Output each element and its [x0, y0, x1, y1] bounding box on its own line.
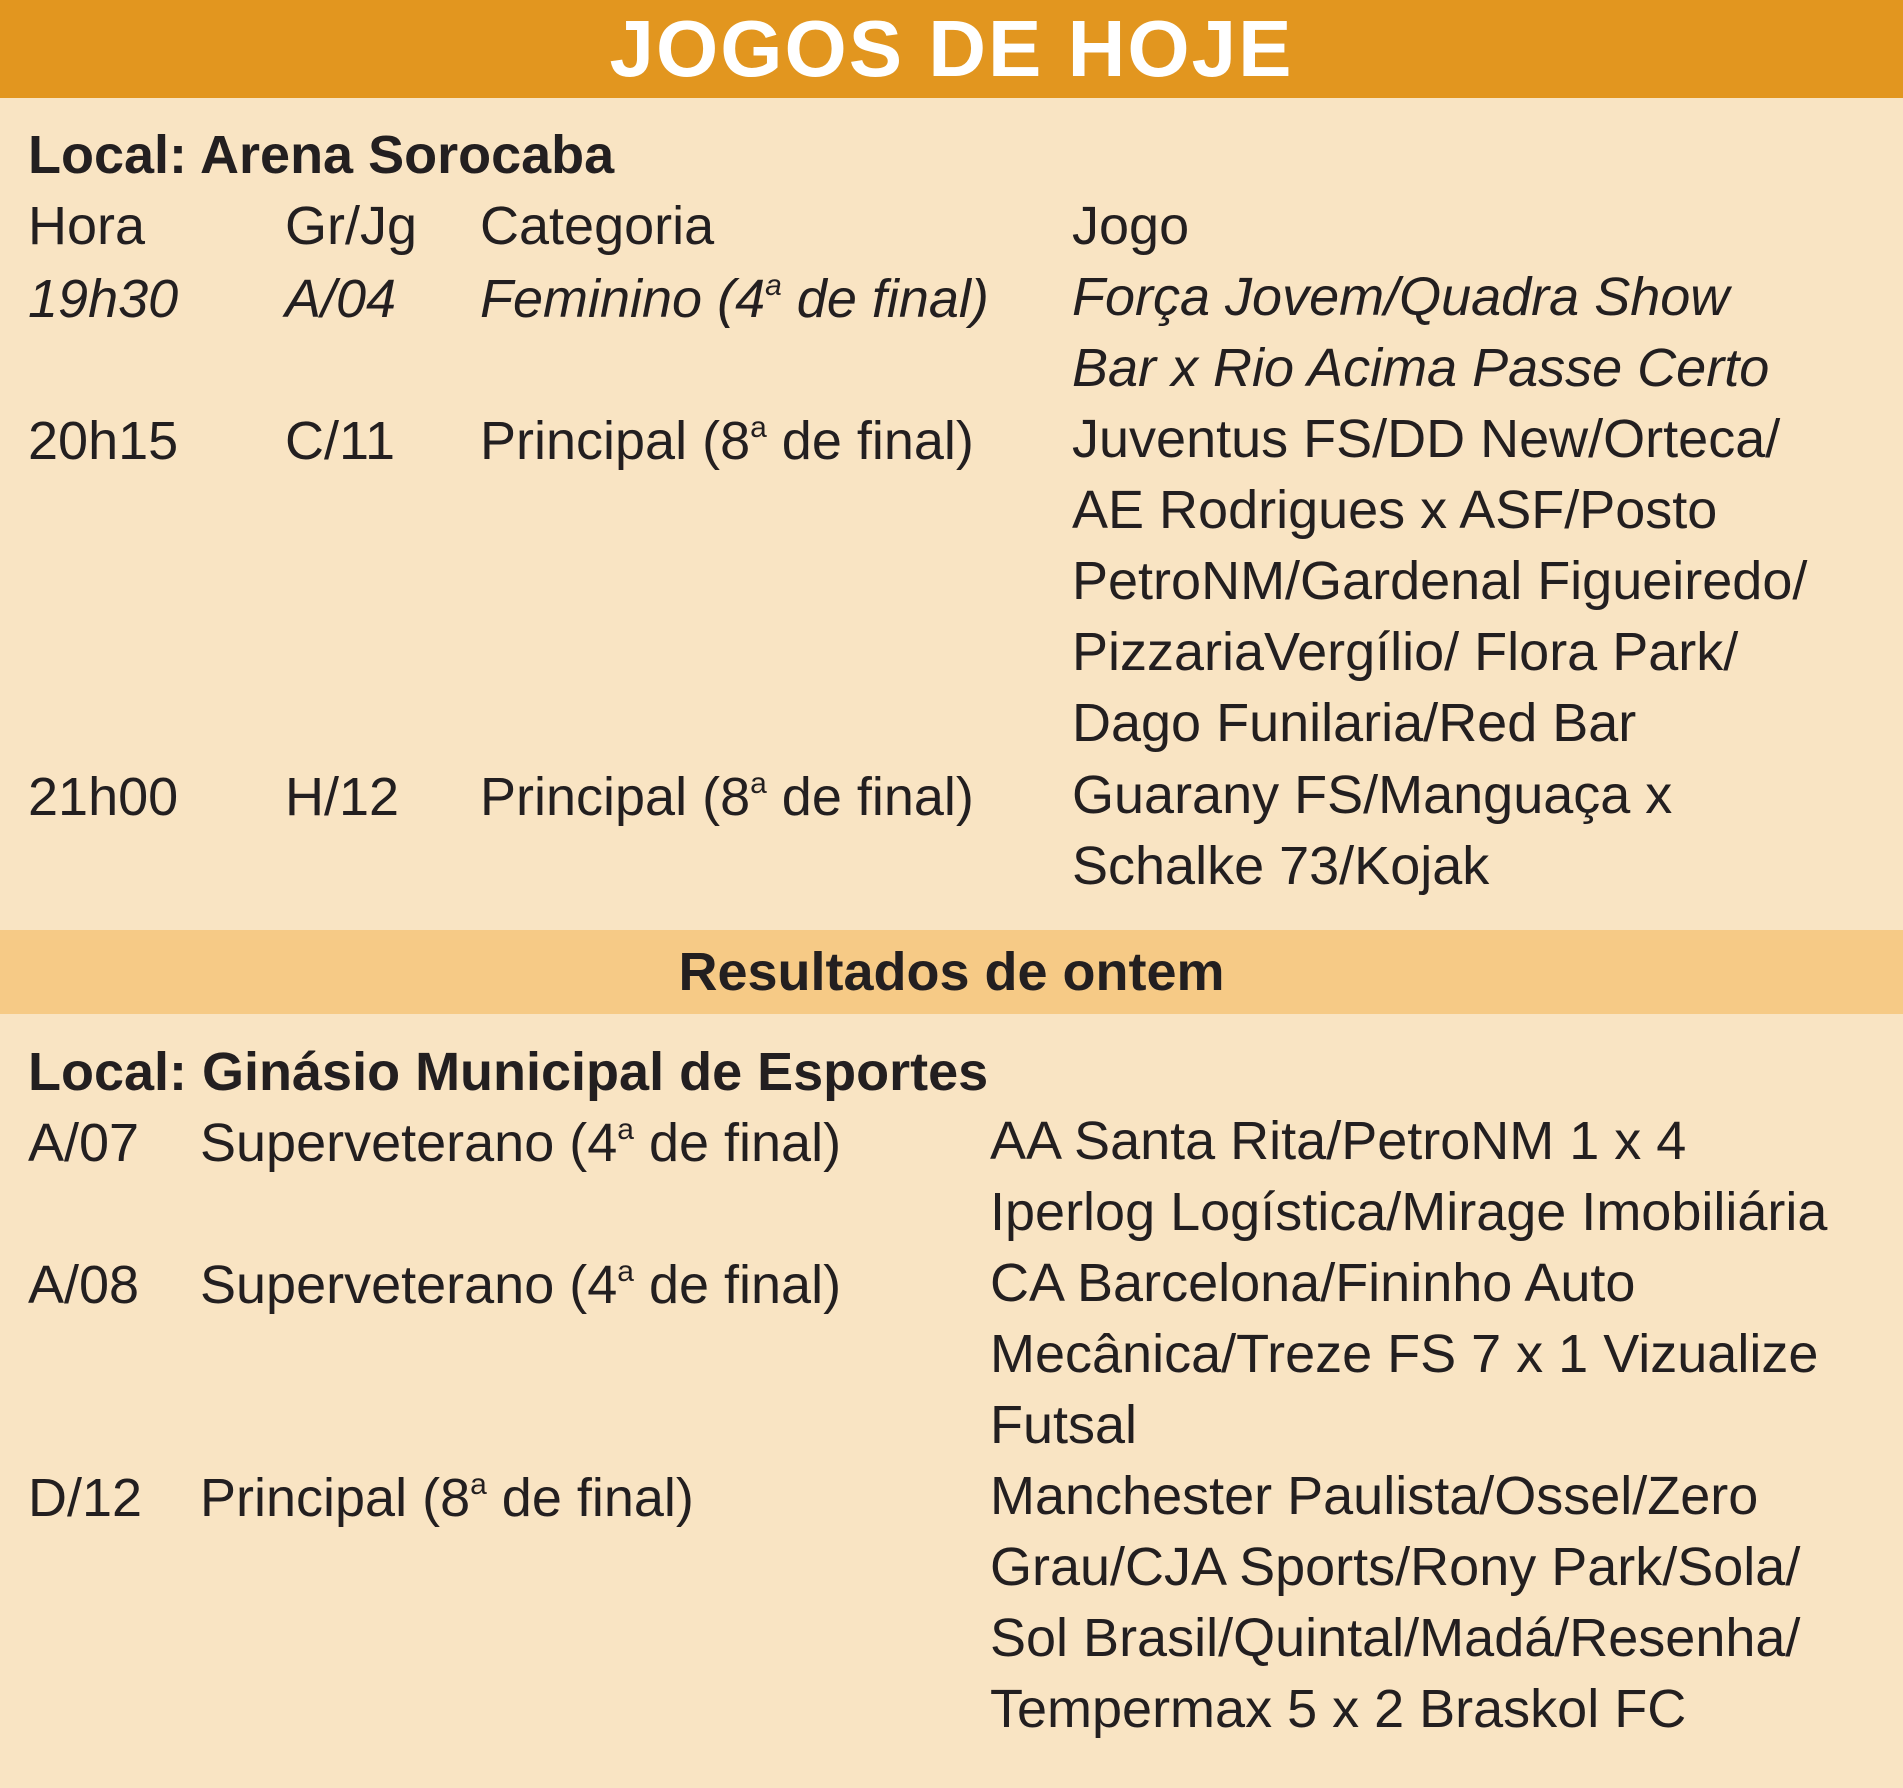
result-row-3-categoria: Principal (8$^a$ de final)	[200, 1468, 694, 1528]
jogo-line: Grau/CJA Sports/Rony Park/Sola/	[990, 1537, 1801, 1597]
jogo-line: Bar x Rio Acima Passe Certo	[1072, 338, 1770, 398]
today-row-1-categoria: Feminino (4$^a$ de final)	[480, 269, 989, 329]
today-row-2-hora: 20h15	[28, 411, 179, 471]
result-row-3-grjg: D/12	[28, 1468, 143, 1528]
venue-results: Local: Ginásio Municipal de Esportes	[28, 1042, 989, 1102]
today-row-2-grjg: C/11	[285, 411, 396, 471]
jogo-line: PetroNM/Gardenal Figueiredo/	[1072, 551, 1808, 611]
jogo-line: CA Barcelona/Fininho Auto	[990, 1253, 1636, 1313]
jogo-line: AA Santa Rita/PetroNM 1 x 4	[990, 1111, 1687, 1171]
today-row-1-grjg: A/04	[285, 269, 397, 329]
today-row-3-categoria: Principal (8$^a$ de final)	[480, 767, 974, 827]
title-bar	[0, 0, 1903, 98]
jogo-line: Tempermax 5 x 2 Braskol FC	[990, 1679, 1687, 1739]
jogo-line: AE Rodrigues x ASF/Posto	[1072, 480, 1718, 540]
venue-today: Local: Arena Sorocaba	[28, 125, 615, 185]
jogo-line: PizzariaVergílio/ Flora Park/	[1072, 622, 1739, 682]
jogo-line: Dago Funilaria/Red Bar	[1072, 693, 1637, 753]
today-row-2-categoria: Principal (8$^a$ de final)	[480, 411, 974, 471]
jogo-line: Futsal	[990, 1395, 1138, 1455]
result-row-2-jogo	[990, 1248, 1818, 1461]
results-band	[0, 930, 1903, 1014]
result-row-1-jogo	[990, 1106, 1827, 1248]
column-header-categoria: Categoria	[480, 196, 715, 256]
jogo-line: Juventus FS/DD New/Orteca/	[1072, 409, 1781, 469]
column-header-jogo: Jogo	[1072, 196, 1190, 256]
result-row-2-categoria: Superveterano (4$^a$ de final)	[200, 1255, 842, 1315]
jogo-line: Guarany FS/Manguaça x	[1072, 765, 1673, 825]
today-row-3-jogo	[1072, 760, 1672, 902]
jogo-line: Mecânica/Treze FS 7 x 1 Vizualize	[990, 1324, 1819, 1384]
jogo-line: Schalke 73/Kojak	[1072, 836, 1490, 896]
page-title: JOGOS DE HOJE	[609, 4, 1294, 93]
today-row-3-hora: 21h00	[28, 767, 179, 827]
today-row-1-jogo	[1072, 262, 1769, 404]
jogo-line: Manchester Paulista/Ossel/Zero	[990, 1466, 1759, 1526]
result-row-1-categoria: Superveterano (4$^a$ de final)	[200, 1113, 842, 1173]
jogo-line: Iperlog Logística/Mirage Imobiliária	[990, 1182, 1828, 1242]
result-row-1-grjg: A/07	[28, 1113, 140, 1173]
today-row-3-grjg: H/12	[285, 767, 400, 827]
result-row-3-jogo	[990, 1461, 1800, 1745]
column-header-grjg: Gr/Jg	[285, 196, 418, 256]
jogo-line: Sol Brasil/Quintal/Madá/Resenha/	[990, 1608, 1801, 1668]
today-row-2-jogo	[1072, 404, 1807, 759]
results-title: Resultados de ontem	[678, 942, 1225, 1002]
result-row-2-grjg: A/08	[28, 1255, 140, 1315]
today-row-1-hora: 19h30	[28, 269, 179, 329]
column-header-hora: Hora	[28, 196, 146, 256]
jogo-line: Força Jovem/Quadra Show	[1072, 267, 1730, 327]
